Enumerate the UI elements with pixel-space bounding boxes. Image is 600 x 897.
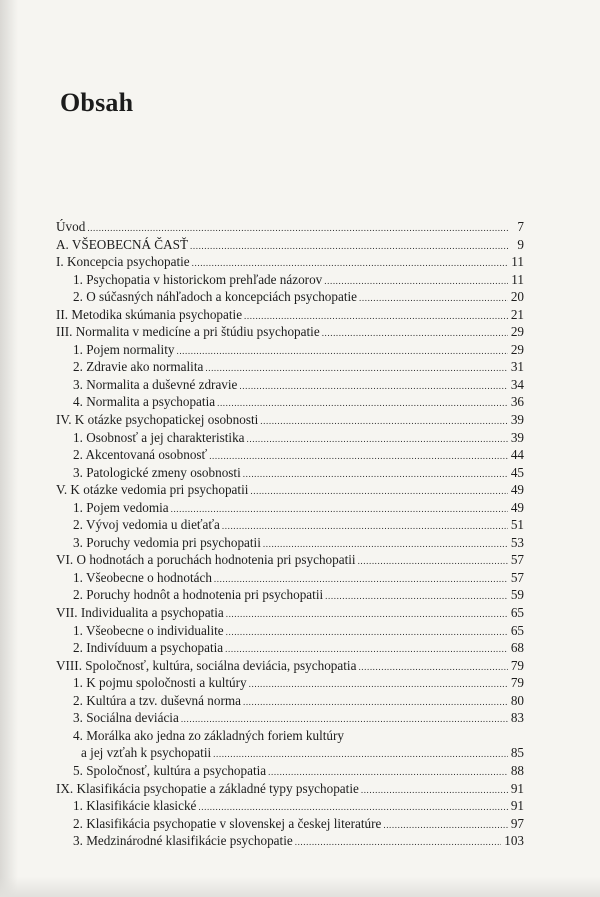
toc-entry (56, 341, 524, 359)
toc-entry-page-number: 53 (510, 534, 524, 550)
toc-entry-label: 1. K pojmu spoločnosti a kultúry (73, 675, 247, 691)
toc-entry-label: 2. O súčasných náhľadoch a koncepciách psychopatie (73, 289, 358, 305)
toc-entry (56, 218, 524, 236)
toc-entry-label: I. Koncepcia psychopatie (56, 254, 190, 270)
toc-entry (56, 744, 524, 762)
toc-entry-page-number: 7 (517, 219, 524, 234)
dot-leader (171, 501, 508, 519)
toc-entry-page-number: 59 (510, 587, 524, 603)
toc-entry (56, 516, 524, 534)
toc-entry (56, 499, 524, 517)
dot-leader (214, 571, 508, 589)
toc-entry-label: 1. Všeobecne o hodnotách (73, 569, 212, 585)
toc-entry (56, 622, 524, 640)
dot-leader (239, 378, 507, 396)
toc-entry (56, 288, 524, 306)
toc-entry-page-number: 29 (510, 341, 524, 357)
toc-entry-label: 2. Poruchy hodnôt a hodnotenia pri psychopatii (73, 587, 324, 603)
toc-entry-page-number: 51 (510, 517, 524, 533)
toc-entry (56, 464, 524, 482)
toc-entry-page-number: 57 (510, 552, 524, 568)
toc-entry (56, 604, 524, 622)
toc-entry-page-number: 31 (510, 359, 524, 375)
toc-entry-page-number: 85 (510, 745, 524, 761)
dot-leader (225, 641, 508, 659)
toc-entry-page-number: 49 (510, 482, 524, 498)
dot-leader (322, 325, 508, 343)
toc-entry-label: IV. K otázke psychopatickej osobnosti (56, 412, 259, 428)
toc-entry-page-number: 49 (510, 499, 524, 515)
page-bottom-shadow (0, 877, 600, 897)
toc-entry (56, 358, 524, 376)
dot-leader (243, 694, 508, 712)
toc-entry-label: II. Metodika skúmania psychopatie (56, 306, 243, 322)
dot-leader (361, 782, 508, 800)
toc-entry-label: 1. Osobnosť a jej charakteristika (73, 429, 245, 445)
dot-leader (222, 518, 508, 536)
toc-entry (56, 815, 524, 833)
dot-leader (295, 834, 502, 852)
toc-entry-label: 1. Klasifikácie klasické (73, 798, 197, 814)
toc-entry-label: 1. Pojem normality (73, 341, 175, 357)
dot-leader (244, 308, 508, 326)
toc-entry-label: 3. Normalita a duševné zdravie (73, 376, 238, 392)
toc-entry-label: 3. Poruchy vedomia pri psychopatii (73, 534, 261, 550)
dot-leader (198, 799, 507, 817)
toc-entry-page-number: 91 (510, 798, 524, 814)
toc-entry-page-number: 65 (510, 605, 524, 621)
toc-entry-page-number: 21 (510, 306, 524, 322)
toc-entry (56, 323, 524, 341)
toc-entry-label: 2. Vývoj vedomia u dieťaťa (73, 517, 220, 533)
dot-leader (268, 764, 508, 782)
dot-leader (87, 220, 509, 238)
toc-entry-label: 4. Morálka ako jedna zo základných foriem kultúry (73, 727, 344, 743)
toc-entry-label: IX. Klasifikácia psychopatie a základné typy psychopatie (56, 780, 359, 796)
dot-leader (243, 466, 508, 484)
toc-entry-page-number: 9 (517, 236, 524, 252)
dot-leader (383, 817, 507, 835)
toc-entry (56, 481, 524, 499)
toc-entry-label: 2. Indivíduum a psychopatia (73, 640, 224, 656)
page-title: Obsah (60, 88, 134, 117)
toc-entry-page-number: 39 (510, 429, 524, 445)
toc-entry-page-number: 79 (510, 657, 524, 673)
toc-entry (56, 832, 524, 850)
toc-entry-label: 2. Kultúra a tzv. duševná norma (73, 692, 241, 708)
dot-leader (226, 606, 508, 624)
dot-leader (249, 676, 508, 694)
page-gutter-shadow (0, 0, 18, 897)
dot-leader (190, 238, 509, 256)
dot-leader (213, 746, 508, 764)
toc-entry (56, 376, 524, 394)
toc-entry-label: III. Normalita v medicíne a pri štúdiu psychopatie (56, 324, 320, 340)
toc-entry (56, 446, 524, 464)
toc-entry-page-number: 11 (511, 254, 524, 270)
toc-entry-label: VIII. Spoločnosť, kultúra, sociálna deviácia, psychopatia (56, 657, 357, 673)
dot-leader (260, 413, 508, 431)
toc-entry (56, 692, 524, 710)
toc-entry-page-number: 91 (510, 780, 524, 796)
dot-leader (263, 536, 508, 554)
dot-leader (176, 343, 507, 361)
dot-leader (324, 273, 508, 291)
toc-entry-label: a jej vzťah k psychopatii (81, 745, 212, 761)
toc-entry-label: A. VŠEOBECNÁ ČASŤ (56, 236, 189, 252)
toc-entry (56, 393, 524, 411)
toc-entry-page-number: 34 (510, 376, 524, 392)
toc-entry-label: 2. Akcentovaná osobnosť (73, 447, 208, 463)
dot-leader (325, 588, 508, 606)
toc-entry-page-number: 65 (510, 622, 524, 638)
toc-entry (56, 727, 524, 745)
toc-entry-label: 2. Zdravie ako normalita (73, 359, 204, 375)
dot-leader (181, 711, 508, 729)
toc-entry-page-number: 11 (511, 271, 524, 287)
dot-leader (205, 360, 507, 378)
toc-entry (56, 657, 524, 675)
toc-entry-page-number: 83 (510, 710, 524, 726)
dot-leader (358, 553, 508, 571)
toc-entry-page-number: 103 (504, 833, 524, 849)
toc-entry-page-number: 36 (510, 394, 524, 410)
toc-entry-label: Úvod (56, 219, 86, 234)
toc-entry-label: V. K otázke vedomia pri psychopatii (56, 482, 249, 498)
dot-leader (209, 448, 508, 466)
toc-entry (56, 534, 524, 552)
toc-entry (56, 551, 524, 569)
dot-leader (359, 290, 508, 308)
toc-entry-page-number: 45 (510, 464, 524, 480)
toc-entry-label: 2. Klasifikácia psychopatie v slovenskej a českej literatúre (73, 815, 382, 831)
toc-entry (56, 762, 524, 780)
toc-entry (56, 709, 524, 727)
toc-entry-label: 1. Pojem vedomia (73, 499, 169, 515)
toc-entry (56, 271, 524, 289)
toc-entry (56, 411, 524, 429)
toc-entry-page-number: 39 (510, 412, 524, 428)
toc-entry-label: VI. O hodnotách a poruchách hodnotenia pri psychopatii (56, 552, 356, 568)
dot-leader (250, 483, 507, 501)
toc-entry (56, 236, 524, 254)
toc-entry (56, 306, 524, 324)
toc-entry-label: 4. Normalita a psychopatia (73, 394, 216, 410)
toc-entry (56, 429, 524, 447)
toc-entry-label: 3. Medzinárodné klasifikácie psychopatie (73, 833, 293, 849)
toc-entry-label: 3. Patologické zmeny osobnosti (73, 464, 241, 480)
toc-entry (56, 253, 524, 271)
toc-entry-label: 5. Spoločnosť, kultúra a psychopatia (73, 762, 267, 778)
toc-entry-page-number: 44 (510, 447, 524, 463)
toc-entry (56, 586, 524, 604)
toc-entry (56, 797, 524, 815)
table-of-contents (56, 218, 524, 850)
dot-leader (358, 659, 507, 677)
dot-leader (217, 395, 508, 413)
toc-entry (56, 569, 524, 587)
toc-entry (56, 639, 524, 657)
toc-entry-page-number: 68 (510, 640, 524, 656)
toc-entry-label: 1. Psychopatia v historickom prehľade názorov (73, 271, 323, 287)
toc-entry (56, 674, 524, 692)
toc-entry-page-number: 57 (510, 569, 524, 585)
dot-leader (226, 624, 508, 642)
toc-entry-label: 3. Sociálna deviácia (73, 710, 179, 726)
toc-entry (56, 780, 524, 798)
toc-entry-page-number: 80 (510, 692, 524, 708)
toc-entry-page-number: 29 (510, 324, 524, 340)
dot-leader (192, 255, 509, 273)
dot-leader (247, 431, 508, 449)
toc-entry-page-number: 79 (510, 675, 524, 691)
toc-entry-label: VII. Individualita a psychopatia (56, 605, 224, 621)
toc-entry-page-number: 88 (510, 762, 524, 778)
toc-entry-page-number: 20 (510, 289, 524, 305)
toc-entry-label: 1. Všeobecne o individualite (73, 622, 224, 638)
toc-entry-page-number: 97 (510, 815, 524, 831)
